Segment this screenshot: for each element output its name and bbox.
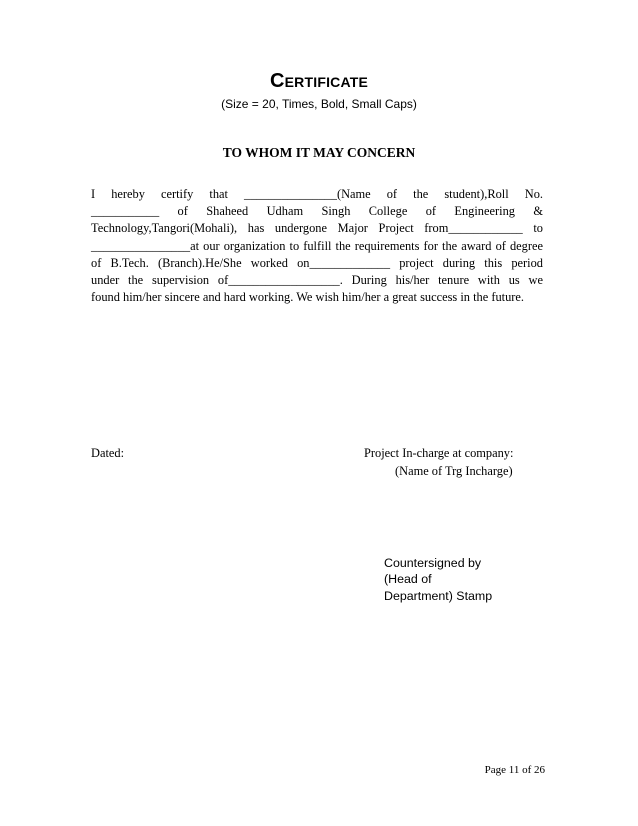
title-format-note [0,97,638,111]
page-number: Page 11 of 26 [484,764,545,776]
countersigned-line: (Head of [384,572,432,587]
body-line: found him/her sincere and hard working. We wish him/her a great success in the future. [91,290,525,305]
body-line: under the supervision of__________________. During his/her tenure with us we [91,272,543,287]
body-line: Technology,Tangori(Mohali), has undergone Major Project from____________ to [91,221,543,236]
body-line: I hereby certify that _______________(Name of the student),Roll No. [91,187,543,201]
body-line: ________________at our organization to fulfill the requirements for the award of degree [91,238,543,253]
body-line: ___________ of Shaheed Udham Singh College of Engineering & [91,204,543,219]
title-rest: ERTIFICATE [284,74,369,90]
title-format-note-text: (Size = 20, Times, Bold, Small Caps) [221,97,417,111]
countersigned-line: Countersigned by [384,556,482,570]
title-initial: C [269,70,285,92]
countersigned-line: Department) Stamp [384,588,493,603]
countersigned-block [384,555,492,604]
project-incharge-label: Project In-charge at company: [364,446,514,460]
addressee-heading [0,145,638,161]
certificate-body [91,186,543,306]
addressee-heading-text: TO WHOM IT MAY CONCERN [222,145,416,160]
body-line: of B.Tech. (Branch).He/She worked on_____________ project during this period [91,255,543,270]
certificate-title [0,70,638,93]
dated-label: Dated: [91,446,125,460]
project-incharge-name: (Name of Trg Incharge) [395,464,513,478]
